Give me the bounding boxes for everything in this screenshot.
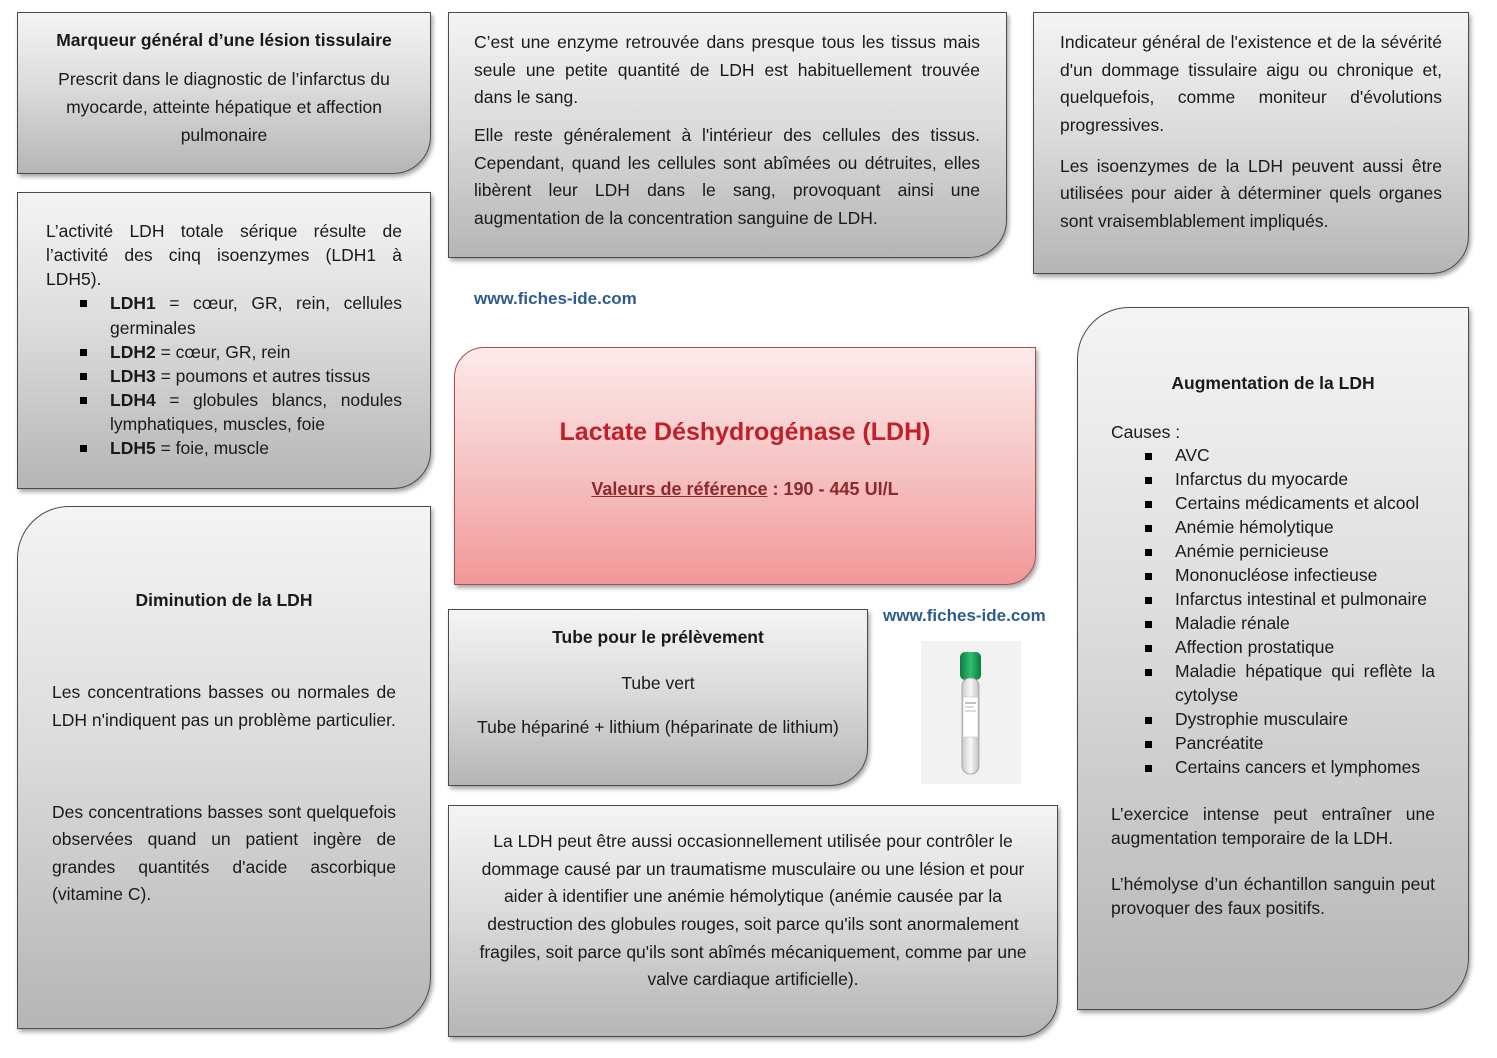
isoenzyme-name: LDH5 xyxy=(110,438,156,459)
cause-item: Anémie hémolytique xyxy=(1111,516,1435,540)
isoenzymes-intro: L’activité LDH totale sérique résulte de l’activité des cinq isoenzymes (LDH1 à LDH5). xyxy=(46,221,402,290)
isoenzyme-item xyxy=(46,291,402,339)
cause-item: Certains cancers et lymphomes xyxy=(1111,756,1435,780)
isoenzyme-item xyxy=(46,388,402,436)
cause-item: Affection prostatique xyxy=(1111,636,1435,660)
enzyme-paragraph-2: Elle reste généralement à l'intérieur des cellules des tissus. Cependant, quand les cellules sont abîmées ou détruites, elles libèrent leur LDH dans le sang, provoquant ainsi une augmentation de la concentration sanguine de LDH. xyxy=(474,124,980,228)
indicateur-box xyxy=(1033,12,1469,274)
isoenzyme-item xyxy=(46,340,402,364)
cause-item: Infarctus du myocarde xyxy=(1111,468,1435,492)
diminution-paragraph-1: Les concentrations basses ou normales de LDH n'indiquent pas un problème particulier. xyxy=(52,682,396,730)
cause-item: Anémie pernicieuse xyxy=(1111,540,1435,564)
cause-item: Maladie hépatique qui reflète la cytolyse xyxy=(1111,660,1435,708)
cause-item: AVC xyxy=(1111,444,1435,468)
causes-list xyxy=(1111,444,1435,780)
utilisation-text: La LDH peut être aussi occasionnellement utilisée pour contrôler le dommage causé par un traumatisme musculaire ou une lésion et pour aider à identifier une anémie hémolytique (anémie causée par la destruction des globules rouges, soit parce qu'ils sont anormalement fragiles, soit parce qu'ils sont abîmés mécaniquement, comme par une valve cardiaque artificielle). xyxy=(479,831,1027,990)
augmentation-paragraph-1: L’exercice intense peut entraîner une augmentation temporaire de la LDH. xyxy=(1111,803,1435,849)
isoenzymes-box xyxy=(17,192,431,489)
isoenzyme-item xyxy=(46,364,402,388)
diminution-box xyxy=(17,506,431,1029)
isoenzyme-name: LDH1 xyxy=(110,293,156,314)
cause-item: Maladie rénale xyxy=(1111,612,1435,636)
marqueur-text: Prescrit dans le diagnostic de l’infarctus du myocarde, atteinte hépatique et affection pulmonaire xyxy=(58,69,390,146)
marqueur-title: Marqueur général d’une lésion tissulaire xyxy=(56,30,392,50)
enzyme-box xyxy=(448,12,1007,258)
reference-value: : 190 - 445 UI/L xyxy=(767,478,899,499)
cause-item: Mononucléose infectieuse xyxy=(1111,564,1435,588)
utilisation-box xyxy=(448,805,1058,1037)
blood-tube-image xyxy=(921,641,1021,784)
augmentation-box xyxy=(1077,307,1469,1010)
isoenzyme-name: LDH2 xyxy=(110,341,156,362)
tube-line-1: Tube vert xyxy=(621,673,695,694)
diminution-title: Diminution de la LDH xyxy=(135,590,313,610)
isoenzyme-name: LDH3 xyxy=(110,365,156,386)
augmentation-title: Augmentation de la LDH xyxy=(1171,373,1375,393)
marqueur-box xyxy=(17,12,431,174)
isoenzyme-desc: = cœur, GR, rein xyxy=(155,341,291,362)
enzyme-paragraph-1: C’est une enzyme retrouvée dans presque tous les tissus mais seule une petite quantité de LDH est habituellement trouvée dans le sang. xyxy=(474,32,980,108)
isoenzyme-desc: = cœur, GR, rein, cellules germinales xyxy=(110,293,402,338)
website-link-top[interactable]: www.fiches-ide.com xyxy=(474,289,637,308)
main-title-box xyxy=(454,347,1036,585)
diminution-paragraph-2: Des concentrations basses sont quelquefois observées quand un patient ingère de grandes quantités d'acide ascorbique (vitamine C). xyxy=(52,801,396,905)
cause-item: Pancréatite xyxy=(1111,732,1435,756)
cause-item: Dystrophie musculaire xyxy=(1111,708,1435,732)
indicateur-paragraph-1: Indicateur général de l'existence et de la sévérité d'un dommage tissulaire aigu ou chronique et, quelquefois, comme moniteur d'évolutions progressives. xyxy=(1060,32,1442,135)
blood-tube-green-cap-icon xyxy=(921,641,1021,784)
reference-label: Valeurs de référence xyxy=(591,478,768,499)
tube-box xyxy=(448,609,868,786)
indicateur-paragraph-2: Les isoenzymes de la LDH peuvent aussi être utilisées pour aider à déterminer quels organes sont vraisemblablement impliqués. xyxy=(1060,155,1442,231)
causes-label: Causes : xyxy=(1111,422,1181,443)
isoenzyme-item xyxy=(46,436,402,460)
website-link-middle[interactable]: www.fiches-ide.com xyxy=(883,606,1046,625)
isoenzymes-list xyxy=(46,291,402,460)
reference-values xyxy=(455,476,1035,503)
tube-line-2: Tube hépariné + lithium (héparinate de lithium) xyxy=(477,716,839,737)
augmentation-paragraph-2: L’hémolyse d’un échantillon sanguin peut provoquer des faux positifs. xyxy=(1111,874,1435,919)
tube-title: Tube pour le prélèvement xyxy=(552,627,764,647)
isoenzyme-desc: = globules blancs, nodules lymphatiques, muscles, foie xyxy=(110,389,402,435)
cause-item: Infarctus intestinal et pulmonaire xyxy=(1111,588,1435,612)
main-title: Lactate Déshydrogénase (LDH) xyxy=(559,418,931,446)
cause-item: Certains médicaments et alcool xyxy=(1111,492,1435,516)
isoenzyme-desc: = foie, muscle xyxy=(155,438,270,459)
isoenzyme-name: LDH4 xyxy=(110,389,156,410)
isoenzyme-desc: = poumons et autres tissus xyxy=(155,365,371,386)
